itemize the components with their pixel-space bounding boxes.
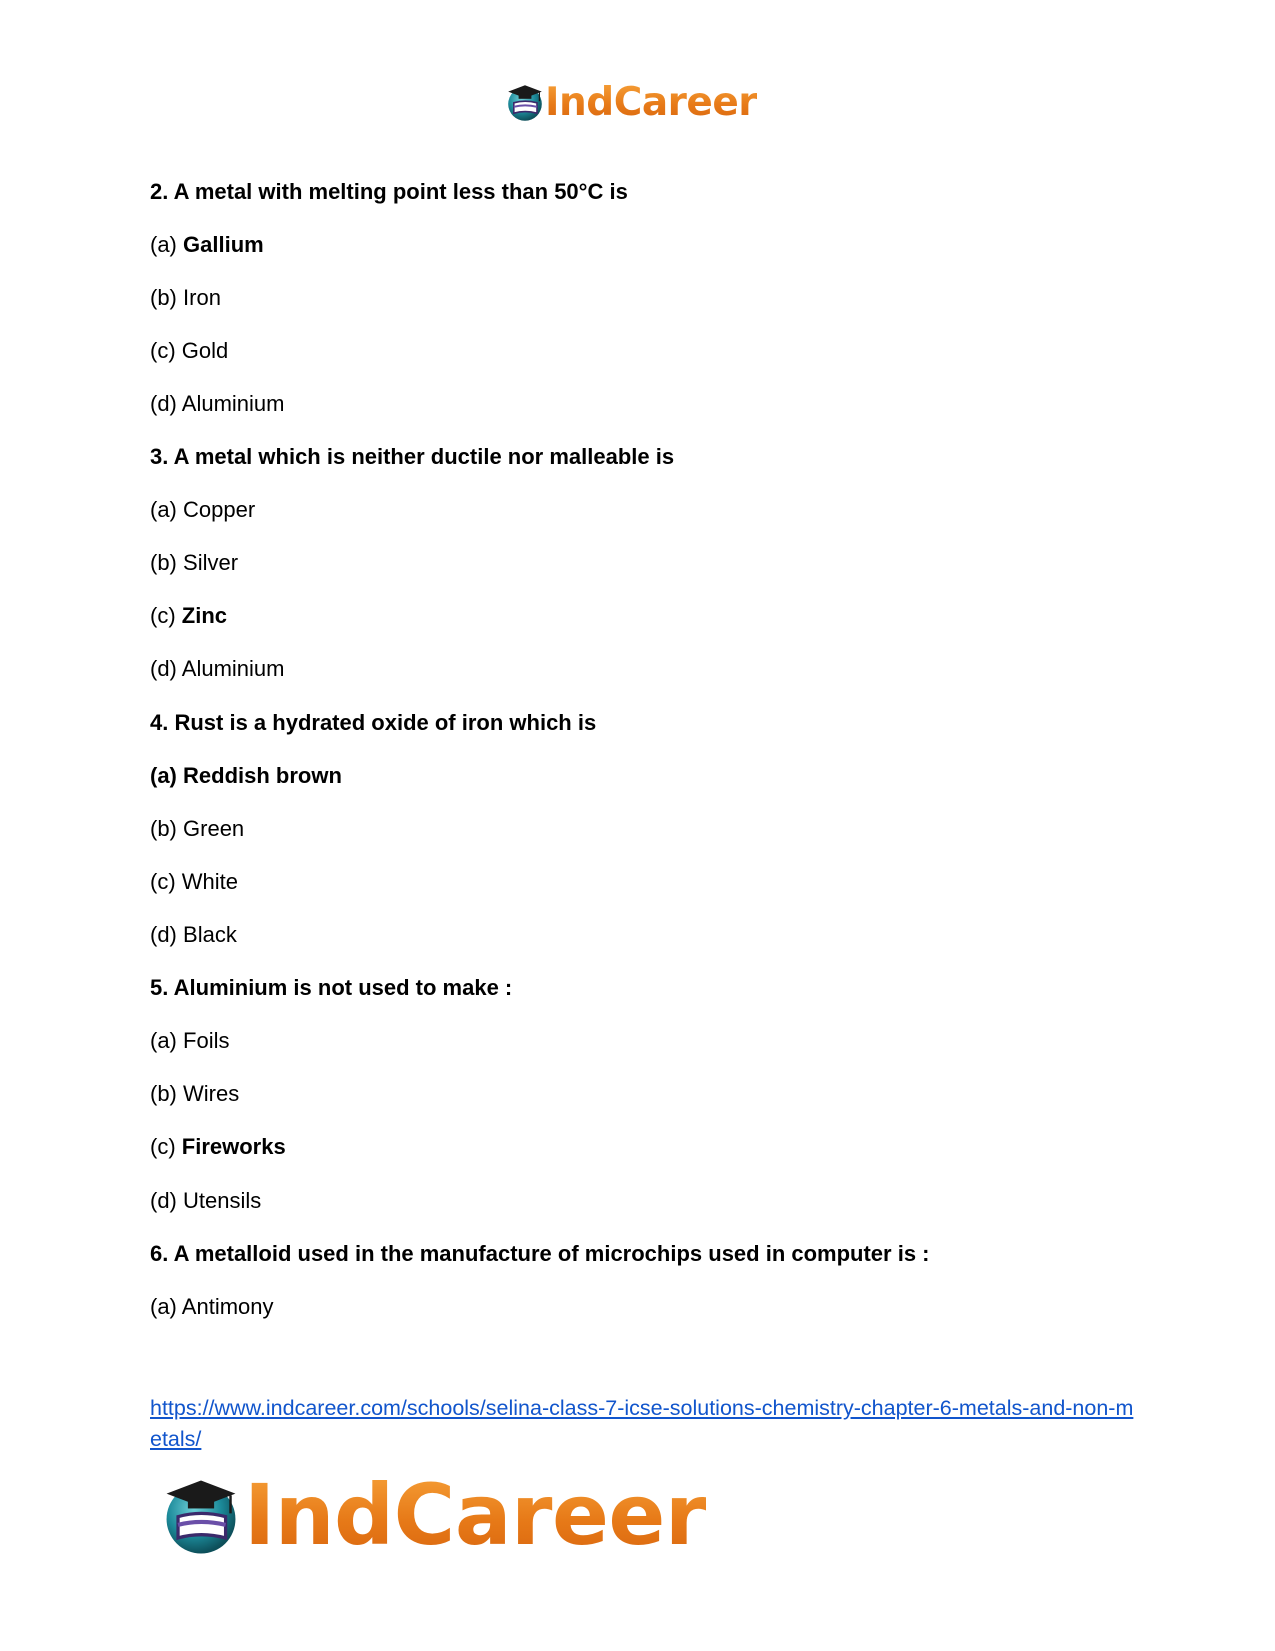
option-key: (a): [150, 763, 177, 788]
option-row: [150, 1081, 239, 1107]
option-text: Utensils: [183, 1188, 262, 1213]
option-row: [150, 869, 238, 895]
option-text: Gold: [181, 338, 229, 363]
option-text: Silver: [183, 550, 239, 575]
source-link[interactable]: https://www.indcareer.com/schools/selina-class-7-icse-solutions-chemistry-chapter-6-metals-and-non-metals/: [150, 1396, 1134, 1451]
option-row: [150, 285, 221, 311]
option-row: [150, 1028, 229, 1054]
option-key: (d): [150, 391, 177, 416]
option-row: [150, 656, 285, 682]
option-row: [150, 232, 264, 258]
graduation-cap-book-globe-icon: [160, 1474, 242, 1556]
option-key: (a): [150, 232, 177, 257]
question-heading: 3. A metal which is neither ductile nor malleable is: [150, 444, 675, 469]
option-text: Black: [183, 922, 237, 947]
option-text: Antimony: [181, 1294, 274, 1319]
option-row: [150, 763, 342, 789]
option-key: (b): [150, 285, 177, 310]
option-text: Wires: [183, 1081, 240, 1106]
option-text: Aluminium: [181, 391, 285, 416]
option-key: (a): [150, 1028, 177, 1053]
option-key: (d): [150, 1188, 177, 1213]
option-text-answer: Fireworks: [181, 1134, 286, 1159]
footer-logo: [160, 1466, 706, 1564]
option-text-answer: Reddish brown: [183, 763, 342, 788]
question-heading: 5. Aluminium is not used to make :: [150, 975, 513, 1000]
option-text: Aluminium: [181, 656, 285, 681]
option-row: [150, 497, 255, 523]
option-row: [150, 922, 237, 948]
option-row: [150, 816, 244, 842]
option-row: [150, 603, 227, 629]
graduation-cap-book-globe-icon: [505, 82, 545, 122]
option-key: (c): [150, 603, 176, 628]
question-heading: 4. Rust is a hydrated oxide of iron which is: [150, 710, 597, 735]
logo-wordmark: IndCareer: [545, 79, 757, 125]
option-text-answer: Gallium: [183, 232, 264, 257]
option-text: Foils: [183, 1028, 230, 1053]
option-key: (a): [150, 1294, 177, 1319]
option-text: Copper: [183, 497, 256, 522]
option-key: (b): [150, 816, 177, 841]
option-text: Iron: [183, 285, 221, 310]
option-key: (b): [150, 1081, 177, 1106]
question-heading: 6. A metalloid used in the manufacture of microchips used in computer is :: [150, 1241, 930, 1266]
option-row: [150, 1188, 261, 1214]
option-key: (c): [150, 1134, 176, 1159]
option-text: White: [181, 869, 239, 894]
option-text: Green: [183, 816, 245, 841]
option-text-answer: Zinc: [181, 603, 228, 628]
option-key: (a): [150, 497, 177, 522]
option-key: (b): [150, 550, 177, 575]
option-key: (d): [150, 656, 177, 681]
option-row: [150, 391, 285, 417]
header-logo: [505, 80, 757, 124]
option-row: [150, 550, 238, 576]
option-key: (d): [150, 922, 177, 947]
logo-wordmark: IndCareer: [244, 1466, 706, 1564]
option-key: (c): [150, 869, 176, 894]
option-row: [150, 1134, 286, 1160]
option-row: [150, 1294, 274, 1320]
option-row: [150, 338, 228, 364]
option-key: (c): [150, 338, 176, 363]
question-heading: 2. A metal with melting point less than 50°C is: [150, 179, 628, 204]
